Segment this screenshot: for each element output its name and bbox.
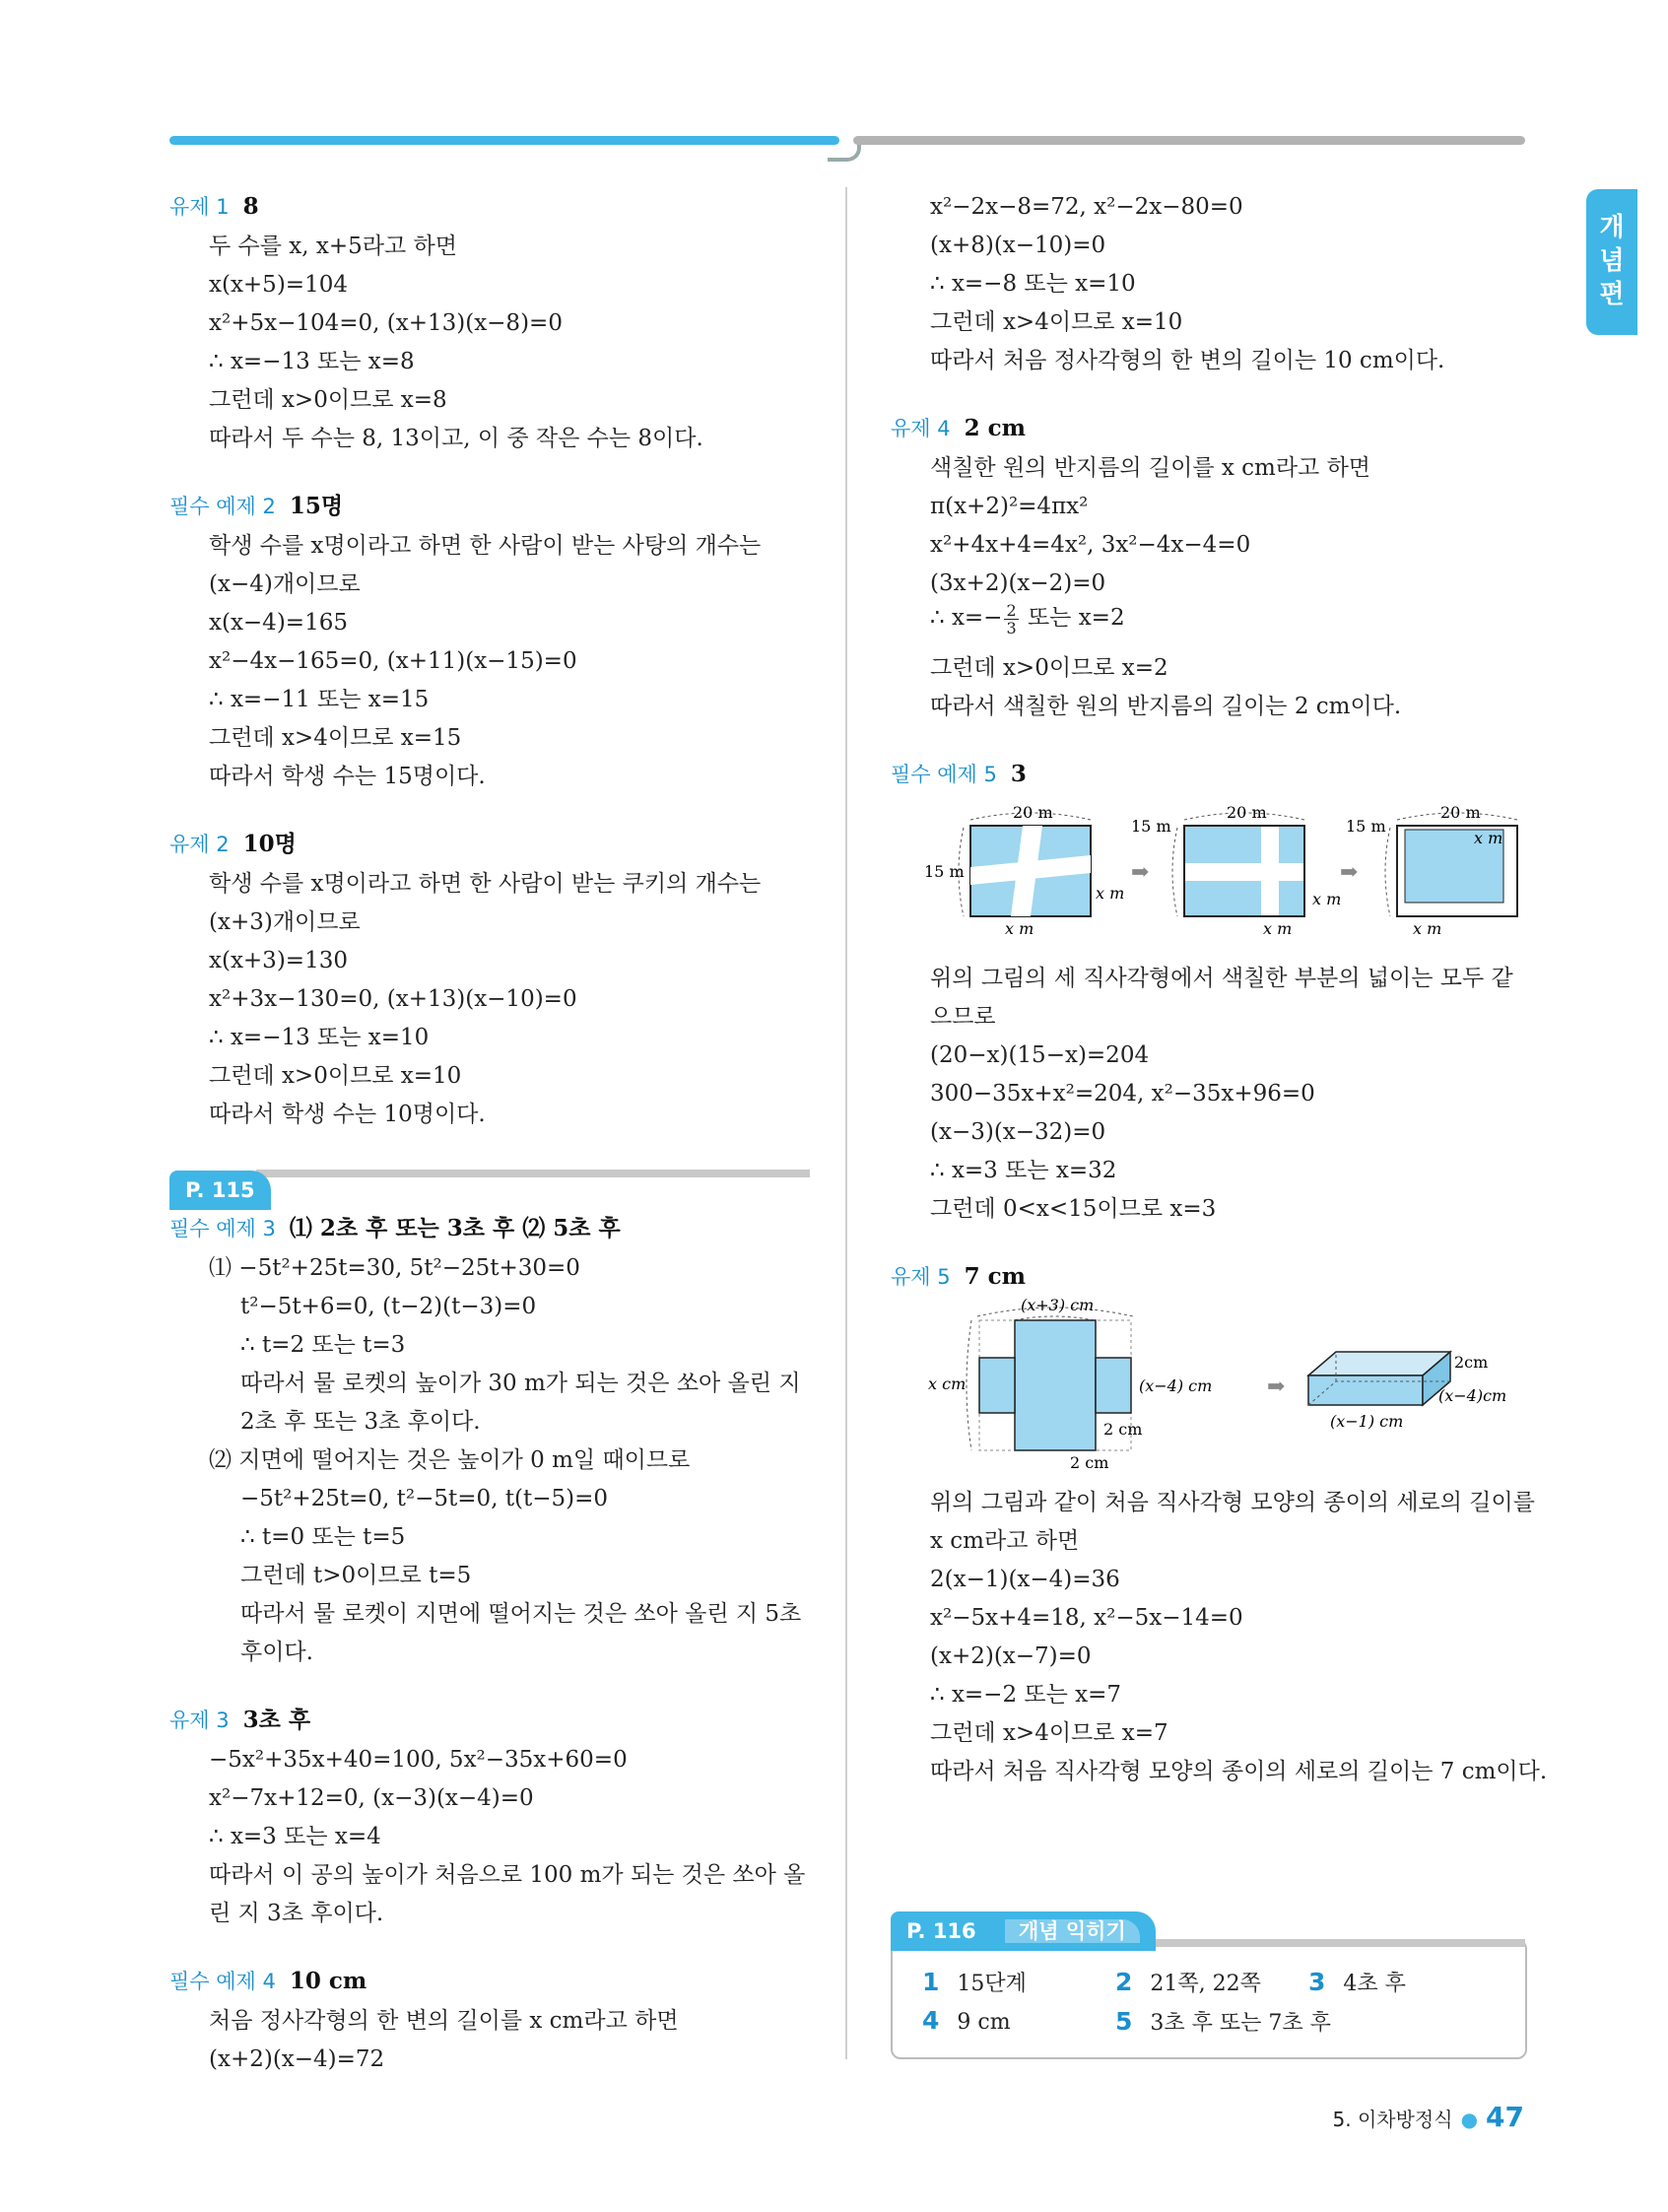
net-right-flap bbox=[1096, 1358, 1131, 1413]
solution-line: 그런데 x>0이므로 x=10 bbox=[209, 1063, 462, 1089]
fraction-numerator: 2 bbox=[1006, 600, 1017, 620]
problem-answer: 3초 후 bbox=[242, 1707, 311, 1733]
solution-line: 따라서 처음 직사각형 모양의 종이의 세로의 길이는 7 cm이다. bbox=[930, 1759, 1548, 1784]
solution-line: 300−35x+x²=204, x²−35x+96=0 bbox=[930, 1081, 1315, 1106]
solution-line: 색칠한 원의 반지름의 길이를 x cm라고 하면 bbox=[930, 455, 1371, 481]
solution-line: 2(x−1)(x−4)=36 bbox=[930, 1567, 1120, 1592]
solution-line: ⑵ 지면에 떨어지는 것은 높이가 0 m일 때이므로 bbox=[209, 1447, 691, 1473]
box-front bbox=[1308, 1375, 1423, 1405]
box-w-label: (x−1) cm bbox=[1330, 1412, 1404, 1431]
problem-answer: 7 cm bbox=[964, 1263, 1026, 1290]
solution-line: 학생 수를 x명이라고 하면 한 사람이 받는 쿠키의 개수는 bbox=[209, 871, 762, 897]
fig5-w1: 20 m bbox=[1013, 803, 1053, 822]
net-two-b: 2 cm bbox=[1070, 1453, 1109, 1472]
problem-heading bbox=[169, 1965, 367, 1998]
answer-number: 3 bbox=[1308, 1968, 1326, 1996]
solution-line: ∴ x=3 또는 x=32 bbox=[930, 1158, 1117, 1183]
solution-line: x²−5x+4=18, x²−5x−14=0 bbox=[930, 1605, 1243, 1631]
solution-line: x(x−4)=165 bbox=[209, 610, 348, 636]
solution-line: ∴ t=2 또는 t=3 bbox=[240, 1332, 406, 1358]
answer-number: 4 bbox=[922, 2006, 940, 2035]
solution-line: x²+3x−130=0, (x+13)(x−10)=0 bbox=[209, 986, 577, 1012]
solution-line: 린 지 3초 후이다. bbox=[209, 1901, 384, 1926]
solution-line: 위의 그림의 세 직사각형에서 색칠한 부분의 넓이는 모두 같 bbox=[930, 966, 1513, 991]
answer-item bbox=[1115, 2006, 1331, 2037]
solution-line: x²−7x+12=0, (x−3)(x−4)=0 bbox=[209, 1785, 534, 1811]
problem-heading bbox=[169, 190, 259, 224]
page-footer bbox=[1333, 2101, 1524, 2133]
fig5-xm3b: x m bbox=[1413, 919, 1442, 938]
answer-value: 3초 후 또는 7초 후 bbox=[1150, 2011, 1331, 2036]
net-left-flap bbox=[979, 1358, 1015, 1413]
fraction-prefix: ∴ x=− bbox=[930, 605, 1003, 631]
problem-heading bbox=[891, 1260, 1026, 1294]
answer-value: 15단계 bbox=[957, 1972, 1027, 1996]
answer-item bbox=[1308, 1967, 1406, 1997]
p116-answer-box bbox=[891, 1939, 1527, 2059]
problem-heading bbox=[169, 828, 297, 861]
solution-line: x(x+3)=130 bbox=[209, 948, 348, 973]
answer-item bbox=[1115, 1967, 1261, 1997]
solution-line: 그런데 x>4이므로 x=7 bbox=[930, 1720, 1168, 1746]
answer-value: 9 cm bbox=[957, 2010, 1011, 2035]
solution-line: 그런데 x>0이므로 x=2 bbox=[930, 655, 1168, 681]
fig5-w2: 20 m bbox=[1227, 803, 1267, 822]
fig5-h1: 15 m bbox=[924, 862, 965, 881]
solution-line: (20−x)(15−x)=204 bbox=[930, 1042, 1150, 1068]
solution-line: 그런데 x>4이므로 x=10 bbox=[930, 309, 1183, 335]
header-bar-right bbox=[853, 136, 1525, 145]
p115-rule bbox=[256, 1170, 810, 1177]
solution-line: 따라서 물 로켓의 높이가 30 m가 되는 것은 쏘아 올린 지 bbox=[240, 1371, 801, 1396]
problem-heading bbox=[169, 490, 343, 523]
solution-line: 따라서 학생 수는 15명이다. bbox=[209, 764, 486, 789]
solution-line: 따라서 이 공의 높이가 처음으로 100 m가 되는 것은 쏘아 올 bbox=[209, 1862, 806, 1888]
solution-line: 2초 후 또는 3초 후이다. bbox=[240, 1409, 481, 1435]
solution-line: 그런데 0<x<15이므로 x=3 bbox=[930, 1196, 1217, 1222]
fig5-xm2: x m bbox=[1263, 919, 1293, 938]
column-divider bbox=[845, 187, 847, 2059]
p116-title: 개념 익히기 bbox=[1005, 1919, 1140, 1943]
fig5-xm1b: x m bbox=[1096, 884, 1125, 903]
answer-item bbox=[922, 2006, 1011, 2035]
solution-line: 그런데 x>0이므로 x=8 bbox=[209, 387, 447, 413]
solution-line: ⑴ −5t²+25t=30, 5t²−25t+30=0 bbox=[209, 1255, 580, 1281]
net-center bbox=[1015, 1320, 1096, 1450]
solution-line: x²+5x−104=0, (x+13)(x−8)=0 bbox=[209, 310, 563, 336]
side-tab-char: 편 bbox=[1599, 280, 1625, 309]
fraction-denominator: 3 bbox=[1006, 618, 1017, 637]
problem-heading bbox=[169, 1212, 621, 1245]
solution-line: ∴ x=−11 또는 x=15 bbox=[209, 687, 430, 712]
solution-line: ∴ x=−13 또는 x=10 bbox=[209, 1025, 430, 1050]
box-d-label: (x−4)cm bbox=[1438, 1386, 1507, 1405]
answer-value: 21쪽, 22쪽 bbox=[1150, 1972, 1261, 1996]
solution-line: x²−2x−8=72, x²−2x−80=0 bbox=[930, 194, 1243, 220]
solution-line: 처음 정사각형의 한 변의 길이를 x cm라고 하면 bbox=[209, 2008, 679, 2034]
solution-line bbox=[930, 601, 1125, 637]
problem-heading bbox=[891, 758, 1027, 791]
problem-answer: 10 cm bbox=[289, 1968, 367, 1994]
solution-line: (x−4)개이므로 bbox=[209, 571, 361, 597]
problem-heading bbox=[169, 1704, 310, 1737]
solution-line: −5t²+25t=0, t²−5t=0, t(t−5)=0 bbox=[240, 1486, 609, 1511]
side-tab-label bbox=[1586, 189, 1637, 311]
solution-line: π(x+2)²=4πx² bbox=[930, 494, 1089, 519]
solution-line: ∴ x=−2 또는 x=7 bbox=[930, 1682, 1122, 1708]
problem-label: 유제 5 bbox=[891, 1265, 951, 1289]
problem-label: 필수 예제 3 bbox=[169, 1217, 276, 1240]
solution-line: 그런데 t>0이므로 t=5 bbox=[240, 1563, 472, 1588]
side-tab bbox=[1586, 189, 1637, 335]
solution-line: x cm라고 하면 bbox=[930, 1528, 1080, 1554]
solution-line: (x+2)(x−7)=0 bbox=[930, 1643, 1092, 1669]
fig5-h2: 15 m bbox=[1131, 817, 1171, 836]
problem-answer: 10명 bbox=[242, 831, 297, 857]
net-right-label: (x−4) cm bbox=[1139, 1376, 1213, 1395]
solution-line: ∴ t=0 또는 t=5 bbox=[240, 1524, 406, 1550]
problem-label: 필수 예제 2 bbox=[169, 495, 276, 518]
problem-answer: ⑴ 2초 후 또는 3초 후 ⑵ 5초 후 bbox=[289, 1215, 621, 1241]
solution-line: 으므로 bbox=[930, 1004, 996, 1030]
solution-line: (x+3)개이므로 bbox=[209, 909, 361, 935]
side-tab-char: 념 bbox=[1599, 246, 1625, 276]
solution-line: 후이다. bbox=[240, 1640, 313, 1665]
rect2-left-arc bbox=[1172, 828, 1177, 916]
solution-line: ∴ x=−13 또는 x=8 bbox=[209, 349, 415, 374]
solution-line: x²−4x−165=0, (x+11)(x−15)=0 bbox=[209, 648, 577, 674]
solution-line: 따라서 색칠한 원의 반지름의 길이는 2 cm이다. bbox=[930, 694, 1402, 719]
answer-number: 1 bbox=[922, 1968, 940, 1996]
problem-answer: 3 bbox=[1010, 761, 1027, 787]
solution-line: 따라서 처음 정사각형의 한 변의 길이는 10 cm이다. bbox=[930, 348, 1445, 373]
p116-page: P. 116 bbox=[906, 1919, 976, 1943]
p116-rule bbox=[1153, 1939, 1525, 1947]
solution-line: 위의 그림과 같이 처음 직사각형 모양의 종이의 세로의 길이를 bbox=[930, 1490, 1535, 1515]
problem-label: 유제 4 bbox=[891, 417, 951, 440]
problem-label: 유제 2 bbox=[169, 833, 230, 856]
solution-line: x²+4x+4=4x², 3x²−4x−4=0 bbox=[930, 532, 1251, 558]
rect2-road-h bbox=[1184, 863, 1304, 881]
fig5-xm2b: x m bbox=[1312, 890, 1342, 908]
fig5-w3: 20 m bbox=[1440, 803, 1481, 822]
solution-line: 따라서 학생 수는 10명이다. bbox=[209, 1102, 486, 1127]
p115-badge: P. 115 bbox=[169, 1171, 271, 1210]
net-top-label: (x+3) cm bbox=[1021, 1296, 1095, 1314]
solution-line: 학생 수를 x명이라고 하면 한 사람이 받는 사탕의 개수는 bbox=[209, 533, 762, 559]
answer-number: 5 bbox=[1115, 2007, 1133, 2036]
fraction bbox=[1004, 602, 1018, 637]
solution-line: (3x+2)(x−2)=0 bbox=[930, 570, 1106, 596]
p116-badge bbox=[891, 1911, 1156, 1951]
arrow-3: ➡ bbox=[1267, 1374, 1286, 1399]
header-bar-left bbox=[169, 136, 839, 145]
fig5-xm1: x m bbox=[1005, 919, 1034, 938]
solution-line: 그런데 x>4이므로 x=15 bbox=[209, 725, 462, 751]
answer-value: 4초 후 bbox=[1343, 1972, 1406, 1996]
arrow-2: ➡ bbox=[1340, 860, 1359, 885]
solution-line: ∴ x=−8 또는 x=10 bbox=[930, 271, 1136, 297]
problem-heading bbox=[891, 412, 1026, 445]
solution-line: t²−5t+6=0, (t−2)(t−3)=0 bbox=[240, 1294, 537, 1319]
solution-line: (x+2)(x−4)=72 bbox=[209, 2046, 385, 2072]
solution-line: −5x²+35x+40=100, 5x²−35x+60=0 bbox=[209, 1747, 628, 1773]
box-h-label: 2cm bbox=[1454, 1353, 1489, 1372]
side-tab-char: 개 bbox=[1599, 213, 1625, 242]
fig5-h3: 15 m bbox=[1346, 817, 1386, 836]
figure-box-net bbox=[926, 1291, 1517, 1473]
solution-line: (x−3)(x−32)=0 bbox=[930, 1119, 1106, 1145]
fig5-xm3: x m bbox=[1474, 829, 1503, 847]
solution-line: (x+8)(x−10)=0 bbox=[930, 233, 1106, 258]
footer-chapter: 5. 이차방정식 bbox=[1332, 2108, 1453, 2131]
answer-number: 2 bbox=[1115, 1968, 1133, 1996]
solution-line: 따라서 두 수는 8, 13이고, 이 중 작은 수는 8이다. bbox=[209, 426, 703, 451]
footer-page-number: 47 bbox=[1486, 2101, 1524, 2133]
problem-label: 유제 3 bbox=[169, 1709, 230, 1732]
arrow-1: ➡ bbox=[1131, 860, 1150, 885]
footer-dot-icon: ● bbox=[1460, 2108, 1479, 2131]
solution-line: 두 수를 x, x+5라고 하면 bbox=[209, 234, 457, 259]
problem-answer: 15명 bbox=[289, 493, 344, 519]
problem-answer: 2 cm bbox=[964, 415, 1026, 441]
rect3-left-arc bbox=[1385, 828, 1390, 916]
fraction-suffix: 또는 x=2 bbox=[1020, 605, 1125, 631]
solution-line: 따라서 물 로켓이 지면에 떨어지는 것은 쏘아 올린 지 5초 bbox=[240, 1601, 802, 1627]
problem-label: 유제 1 bbox=[169, 195, 230, 219]
figure-rectangles bbox=[916, 800, 1527, 938]
problem-answer: 8 bbox=[242, 193, 259, 220]
solution-line: x(x+5)=104 bbox=[209, 272, 348, 298]
problem-label: 필수 예제 4 bbox=[169, 1970, 276, 1993]
net-left-label: x cm bbox=[928, 1374, 967, 1393]
answer-item bbox=[922, 1967, 1027, 1997]
solution-line: ∴ x=3 또는 x=4 bbox=[209, 1824, 381, 1849]
net-left-arc bbox=[967, 1320, 971, 1450]
problem-label: 필수 예제 5 bbox=[891, 763, 997, 786]
net-two-a: 2 cm bbox=[1103, 1420, 1143, 1439]
